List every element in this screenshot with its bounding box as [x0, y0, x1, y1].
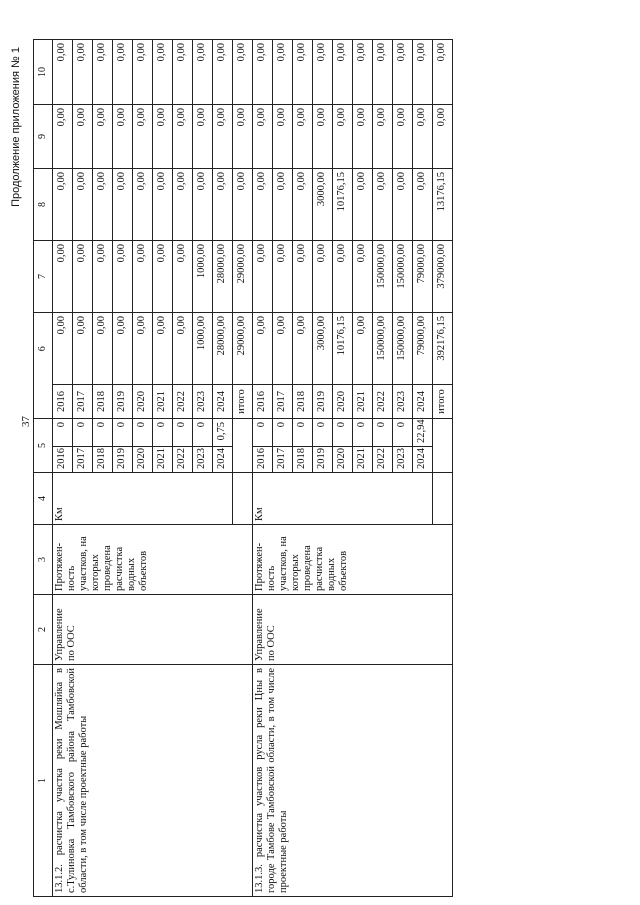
total-funding-cell: 150000,00	[373, 313, 393, 385]
total-funding-cell: 28000,00	[213, 313, 233, 385]
funding-col9-cell: 0,00	[393, 105, 413, 169]
indicator-year-cell: 2024	[413, 447, 433, 473]
finance-year-cell: 2017	[73, 385, 93, 419]
funding-col8-cell: 0,00	[373, 169, 393, 241]
total-funding-cell: 79000,00	[413, 313, 433, 385]
funding-col7-cell: 28000,00	[213, 241, 233, 313]
funding-col8-cell: 0,00	[393, 169, 413, 241]
col-header: 5	[34, 419, 53, 473]
funding-col7-cell: 79000,00	[413, 241, 433, 313]
indicator-value-cell: 0	[133, 419, 153, 447]
indicator-year-cell: 2018	[93, 447, 113, 473]
funding-col10-cell: 0,00	[213, 40, 233, 105]
unit-cell: Км	[53, 473, 233, 525]
col-header: 9	[34, 105, 53, 169]
indicator-value-cell: 0	[373, 419, 393, 447]
funding-col8-cell: 0,00	[253, 169, 273, 241]
indicator-year-cell: 2024	[213, 447, 233, 473]
column-number-row	[34, 40, 53, 897]
funding-col7-cell: 29000,00	[233, 241, 253, 313]
col-header: 8	[34, 169, 53, 241]
total-funding-cell: 10176,15	[333, 313, 353, 385]
funding-col9-cell: 0,00	[173, 105, 193, 169]
indicator-cell: Протяжен-ность участков, на которых проведена расчистка водных объектов	[253, 525, 453, 595]
funding-col7-cell: 0,00	[173, 241, 193, 313]
total-funding-cell: 0,00	[113, 313, 133, 385]
indicator-year-cell: 2016	[53, 447, 73, 473]
funding-col7-cell: 0,00	[293, 241, 313, 313]
funding-col10-cell: 0,00	[113, 40, 133, 105]
funding-col8-cell: 10176,15	[333, 169, 353, 241]
indicator-year-cell: 2017	[273, 447, 293, 473]
funding-col7-cell: 0,00	[53, 241, 73, 313]
empty-cell	[433, 419, 453, 473]
funding-col7-cell: 0,00	[113, 241, 133, 313]
indicator-value-cell: 0	[53, 419, 73, 447]
funding-col8-cell: 0,00	[353, 169, 373, 241]
funding-col10-cell: 0,00	[413, 40, 433, 105]
indicator-value-cell: 0,75	[213, 419, 233, 447]
funding-col9-cell: 0,00	[193, 105, 213, 169]
finance-year-cell: 2020	[133, 385, 153, 419]
funding-col9-cell: 0,00	[433, 105, 453, 169]
funding-col10-cell: 0,00	[353, 40, 373, 105]
funding-col8-cell: 0,00	[133, 169, 153, 241]
funding-col9-cell: 0,00	[353, 105, 373, 169]
funding-col9-cell: 0,00	[153, 105, 173, 169]
funding-col7-cell: 0,00	[333, 241, 353, 313]
funding-col10-cell: 0,00	[93, 40, 113, 105]
funding-col8-cell: 13176,15	[433, 169, 453, 241]
executor-cell: Управление по ООС	[53, 595, 253, 665]
indicator-cell: Протяжен-ность участков, на которых проведена расчистка водных объектов	[53, 525, 253, 595]
funding-col9-cell: 0,00	[213, 105, 233, 169]
total-funding-cell: 0,00	[353, 313, 373, 385]
indicator-year-cell: 2019	[113, 447, 133, 473]
budget-table	[33, 39, 453, 897]
funding-col10-cell: 0,00	[53, 40, 73, 105]
col-header: 2	[34, 595, 53, 665]
funding-col10-cell: 0,00	[153, 40, 173, 105]
indicator-year-cell: 2021	[353, 447, 373, 473]
funding-col9-cell: 0,00	[313, 105, 333, 169]
funding-col10-cell: 0,00	[373, 40, 393, 105]
indicator-value-cell: 0	[193, 419, 213, 447]
funding-col8-cell: 3000,00	[313, 169, 333, 241]
empty-cell	[433, 473, 453, 525]
finance-year-cell: 2016	[53, 385, 73, 419]
funding-col8-cell: 0,00	[413, 169, 433, 241]
finance-year-cell: 2016	[253, 385, 273, 419]
col-header: 4	[34, 473, 53, 525]
funding-col10-cell: 0,00	[173, 40, 193, 105]
funding-col7-cell: 379000,00	[433, 241, 453, 313]
indicator-value-cell: 0	[153, 419, 173, 447]
measure-description: 13.1.3. расчистка участков русла реки Цны в городе Тамбове Тамбовской области, в том числе проектные работы	[253, 665, 453, 897]
indicator-year-cell: 2017	[73, 447, 93, 473]
funding-col9-cell: 0,00	[333, 105, 353, 169]
funding-col10-cell: 0,00	[333, 40, 353, 105]
table-row	[53, 40, 73, 897]
funding-col7-cell: 0,00	[153, 241, 173, 313]
funding-col7-cell: 1000,00	[193, 241, 213, 313]
funding-col10-cell: 0,00	[233, 40, 253, 105]
total-funding-cell: 0,00	[293, 313, 313, 385]
funding-col8-cell: 0,00	[213, 169, 233, 241]
total-funding-cell: 1000,00	[193, 313, 213, 385]
empty-cell	[233, 419, 253, 473]
funding-col10-cell: 0,00	[273, 40, 293, 105]
funding-col9-cell: 0,00	[413, 105, 433, 169]
empty-cell	[233, 473, 253, 525]
funding-col9-cell: 0,00	[53, 105, 73, 169]
funding-col10-cell: 0,00	[293, 40, 313, 105]
indicator-value-cell: 0	[333, 419, 353, 447]
indicator-value-cell: 0	[73, 419, 93, 447]
finance-year-cell: 2024	[213, 385, 233, 419]
indicator-year-cell: 2021	[153, 447, 173, 473]
total-label: итого	[433, 385, 453, 419]
indicator-value-cell: 22,94	[413, 419, 433, 447]
col-header: 10	[34, 40, 53, 105]
funding-col7-cell: 0,00	[273, 241, 293, 313]
col-header: 3	[34, 525, 53, 595]
funding-col7-cell: 0,00	[313, 241, 333, 313]
col-header: 6	[34, 313, 53, 385]
indicator-value-cell: 0	[313, 419, 333, 447]
funding-col8-cell: 0,00	[273, 169, 293, 241]
indicator-value-cell: 0	[353, 419, 373, 447]
col-header: 7	[34, 241, 53, 313]
total-funding-cell: 0,00	[133, 313, 153, 385]
indicator-value-cell: 0	[293, 419, 313, 447]
funding-col10-cell: 0,00	[253, 40, 273, 105]
funding-col9-cell: 0,00	[113, 105, 133, 169]
funding-col10-cell: 0,00	[393, 40, 413, 105]
indicator-value-cell: 0	[173, 419, 193, 447]
finance-year-cell: 2021	[353, 385, 373, 419]
total-funding-cell: 0,00	[153, 313, 173, 385]
finance-year-cell: 2022	[373, 385, 393, 419]
funding-col7-cell: 150000,00	[393, 241, 413, 313]
page-number: 37	[20, 416, 32, 427]
indicator-value-cell: 0	[273, 419, 293, 447]
indicator-value-cell: 0	[93, 419, 113, 447]
funding-col8-cell: 0,00	[93, 169, 113, 241]
total-funding-cell: 0,00	[93, 313, 113, 385]
finance-year-cell: 2022	[173, 385, 193, 419]
total-funding-cell: 29000,00	[233, 313, 253, 385]
finance-year-cell: 2018	[293, 385, 313, 419]
total-label: итого	[233, 385, 253, 419]
total-funding-cell: 0,00	[53, 313, 73, 385]
funding-col10-cell: 0,00	[73, 40, 93, 105]
finance-year-cell: 2017	[273, 385, 293, 419]
total-funding-cell: 392176,15	[433, 313, 453, 385]
funding-col8-cell: 0,00	[293, 169, 313, 241]
col-header	[34, 385, 53, 419]
finance-year-cell: 2019	[113, 385, 133, 419]
finance-year-cell: 2023	[393, 385, 413, 419]
finance-year-cell: 2021	[153, 385, 173, 419]
funding-col8-cell: 0,00	[233, 169, 253, 241]
finance-year-cell: 2018	[93, 385, 113, 419]
finance-year-cell: 2020	[333, 385, 353, 419]
funding-col8-cell: 0,00	[173, 169, 193, 241]
indicator-value-cell: 0	[393, 419, 413, 447]
indicator-year-cell: 2023	[393, 447, 413, 473]
measure-description: 13.1.2. расчистка участка реки Мошляйка в с.Тулиновка Тамбовского района Тамбовской области, в том числе проектные работы	[53, 665, 253, 897]
funding-col7-cell: 0,00	[353, 241, 373, 313]
indicator-year-cell: 2023	[193, 447, 213, 473]
funding-col10-cell: 0,00	[313, 40, 333, 105]
total-funding-cell: 150000,00	[393, 313, 413, 385]
funding-col8-cell: 0,00	[153, 169, 173, 241]
funding-col8-cell: 0,00	[193, 169, 213, 241]
indicator-value-cell: 0	[113, 419, 133, 447]
funding-col9-cell: 0,00	[73, 105, 93, 169]
executor-cell: Управление по ООС	[253, 595, 453, 665]
funding-col9-cell: 0,00	[253, 105, 273, 169]
funding-col7-cell: 150000,00	[373, 241, 393, 313]
finance-year-cell: 2019	[313, 385, 333, 419]
total-funding-cell: 0,00	[273, 313, 293, 385]
finance-year-cell: 2024	[413, 385, 433, 419]
funding-col10-cell: 0,00	[193, 40, 213, 105]
continuation-caption: Продолжение приложения № 1	[10, 47, 22, 207]
funding-col9-cell: 0,00	[373, 105, 393, 169]
total-funding-cell: 0,00	[73, 313, 93, 385]
funding-col8-cell: 0,00	[113, 169, 133, 241]
funding-col7-cell: 0,00	[93, 241, 113, 313]
funding-col9-cell: 0,00	[93, 105, 113, 169]
unit-cell: Км	[253, 473, 433, 525]
finance-year-cell: 2023	[193, 385, 213, 419]
indicator-year-cell: 2022	[373, 447, 393, 473]
indicator-year-cell: 2020	[133, 447, 153, 473]
funding-col9-cell: 0,00	[293, 105, 313, 169]
indicator-year-cell: 2016	[253, 447, 273, 473]
indicator-value-cell: 0	[253, 419, 273, 447]
funding-col10-cell: 0,00	[133, 40, 153, 105]
funding-col9-cell: 0,00	[233, 105, 253, 169]
funding-col8-cell: 0,00	[73, 169, 93, 241]
indicator-year-cell: 2018	[293, 447, 313, 473]
funding-col10-cell: 0,00	[433, 40, 453, 105]
indicator-year-cell: 2019	[313, 447, 333, 473]
funding-col9-cell: 0,00	[273, 105, 293, 169]
total-funding-cell: 0,00	[253, 313, 273, 385]
table-row	[253, 40, 273, 897]
funding-col8-cell: 0,00	[53, 169, 73, 241]
total-funding-cell: 0,00	[173, 313, 193, 385]
indicator-year-cell: 2020	[333, 447, 353, 473]
funding-col7-cell: 0,00	[253, 241, 273, 313]
indicator-year-cell: 2022	[173, 447, 193, 473]
funding-col7-cell: 0,00	[73, 241, 93, 313]
total-funding-cell: 3000,00	[313, 313, 333, 385]
funding-col7-cell: 0,00	[133, 241, 153, 313]
funding-col9-cell: 0,00	[133, 105, 153, 169]
col-header: 1	[34, 665, 53, 897]
